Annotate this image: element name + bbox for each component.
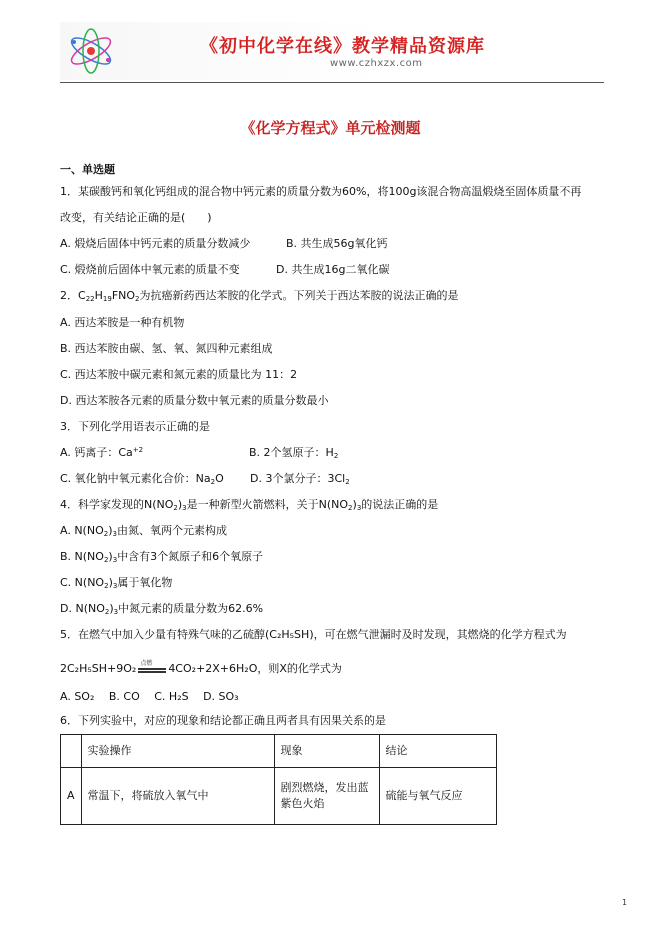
- q2-option-a: A. 西达苯胺是一种有机物: [60, 316, 185, 329]
- q4-d-pre: D. N(NO: [60, 602, 105, 615]
- equals-bar-bottom: [138, 671, 166, 673]
- q4-option-a: [60, 524, 227, 538]
- equals-bar-top: [138, 668, 166, 670]
- document-title: 《化学方程式》单元检测题: [240, 119, 421, 137]
- q4-sub: 3: [112, 530, 117, 538]
- formula-h: H: [94, 289, 103, 302]
- q4-sub: 2: [173, 504, 178, 512]
- q6-stem: 6．下列实验中，对应的现象和结论都正确且两者具有因果关系的是: [60, 714, 386, 727]
- q4-a-pre: A. N(NO: [60, 524, 104, 537]
- q4-sub: 3: [182, 504, 187, 512]
- atom-logo-icon: [64, 24, 118, 78]
- reaction-arrow-icon: [136, 660, 168, 674]
- table-cell-phenomenon: [274, 768, 379, 825]
- formula-o-sub: 2: [135, 295, 140, 303]
- q3-a-text: A. 钙离子：Ca: [60, 446, 133, 459]
- page-number: 1: [622, 898, 628, 907]
- reaction-condition: 点燃: [140, 660, 153, 667]
- header-url[interactable]: www.czhxzx.com: [330, 58, 423, 69]
- q4-paren: ): [177, 498, 183, 511]
- table-cell-label: A: [61, 768, 82, 825]
- formula-rest: FNO: [111, 289, 136, 302]
- phenomenon-line2: 紫色火焰: [280, 797, 325, 810]
- q4-sub: 3: [112, 582, 118, 590]
- q3-b-sub: 2: [333, 452, 339, 460]
- q1-stem-line2: 改变，有关结论正确的是( ): [60, 211, 212, 224]
- q1-option-c: C. 煅烧前后固体中氧元素的质量不变: [60, 263, 240, 276]
- q2-stem: [60, 289, 459, 303]
- q4-stem-c: 是一种新型火箭燃料，关于N(NO: [186, 498, 349, 511]
- q3-d-text: D. 3个氯分子：3Cl: [250, 472, 346, 485]
- q4-d-post: 中氮元素的质量分数为62.6%: [118, 602, 264, 615]
- q4-paren: ): [108, 524, 113, 537]
- table-row: [61, 768, 497, 825]
- q2-number: 2．: [60, 289, 78, 302]
- table-header-cell: 现象: [274, 735, 379, 768]
- q4-sub: 3: [356, 504, 362, 512]
- q4-sub: 2: [348, 504, 353, 512]
- q5-eq-right: 4CO₂+2X+6H₂O，则X的化学式为: [168, 662, 342, 675]
- q4-b-pre: B. N(NO: [60, 550, 104, 563]
- q4-a-post: 由氮、氧两个元素构成: [116, 524, 227, 537]
- q1-option-d: D. 共生成16g二氧化碳: [276, 263, 390, 276]
- q4-option-d: [60, 602, 263, 616]
- table-header-cell: 实验操作: [81, 735, 274, 768]
- q4-sub: 2: [103, 556, 109, 564]
- q1-option-b: B. 共生成56g氧化钙: [286, 237, 388, 250]
- q2-option-d: D. 西达苯胺各元素的质量分数中氧元素的质量分数最小: [60, 394, 329, 407]
- formula-h-sub: 19: [102, 295, 112, 303]
- q4-stem-a: 4．科学家发现的N(NO: [60, 498, 174, 511]
- q3-option-c: [60, 472, 224, 486]
- q3-a-sup: +2: [132, 446, 144, 454]
- q4-sub: 3: [113, 608, 119, 616]
- q1-option-a: A. 煅烧后固体中钙元素的质量分数减少: [60, 237, 251, 250]
- q3-c-text: C. 氧化钠中氧元素化合价：Na: [60, 472, 211, 485]
- phenomenon-line1: 剧烈燃烧，发出蓝: [280, 781, 369, 794]
- formula-c-sub: 22: [85, 295, 95, 303]
- q4-stem-e: 的说法正确的是: [361, 498, 439, 511]
- q4-sub: 2: [104, 582, 109, 590]
- q5-equation: [60, 660, 342, 676]
- q4-sub: 2: [103, 530, 109, 538]
- q2-option-c: C. 西达苯胺中碳元素和氮元素的质量比为 11：2: [60, 368, 298, 381]
- header-divider: [60, 82, 604, 83]
- q4-stem: [60, 498, 438, 512]
- q5-eq-left: 2C₂H₅SH+9O₂: [60, 662, 137, 675]
- q4-paren: ): [109, 602, 114, 615]
- q3-option-b: [249, 446, 338, 460]
- table-header-cell: 结论: [379, 735, 496, 768]
- q3-c-sub: 2: [210, 478, 216, 486]
- q1-stem-line1: 1．某碳酸钙和氧化钙组成的混合物中钙元素的质量分数为60%，将100g该混合物高温煅烧至固体质量不再: [60, 185, 582, 198]
- table-cell-operation: 常温下，将硫放入氧气中: [81, 768, 274, 825]
- q3-b-text: B. 2个氢原子：H: [249, 446, 334, 459]
- q4-paren: ): [352, 498, 357, 511]
- table-cell-conclusion: 硫能与氧气反应: [379, 768, 496, 825]
- q4-sub: 2: [104, 608, 110, 616]
- q3-option-a: [60, 446, 143, 460]
- header-title: 《初中化学在线》教学精品资源库: [200, 36, 485, 57]
- table-header-cell: [61, 735, 82, 768]
- q2-option-b: B. 西达苯胺由碳、氢、氧、氮四种元素组成: [60, 342, 273, 355]
- q5-stem: 5．在燃气中加入少量有特殊气味的乙硫醇(C₂H₅SH)，可在燃气泄漏时及时发现，其燃烧的化学方程式为: [60, 628, 567, 641]
- q4-option-c: [60, 576, 172, 590]
- experiment-table: [60, 734, 497, 825]
- header-banner: [60, 22, 604, 80]
- q3-c-text2: O: [215, 472, 224, 485]
- q4-c-post: 属于氧化物: [117, 576, 173, 589]
- q2-stem-text: 为抗癌新药西达苯胺的化学式。下列关于西达苯胺的说法正确的是: [139, 289, 459, 302]
- q3-option-d: [250, 472, 350, 486]
- section-heading: 一、单选题: [60, 163, 115, 176]
- q4-c-pre: C. N(NO: [60, 576, 105, 589]
- table-header-row: [61, 735, 497, 768]
- q4-paren: ): [108, 576, 113, 589]
- q4-option-b: [60, 550, 263, 564]
- q4-sub: 3: [112, 556, 118, 564]
- q4-b-post: 中含有3个氮原子和6个氧原子: [117, 550, 264, 563]
- formula-c: C: [78, 289, 86, 302]
- q3-d-sub: 2: [345, 478, 350, 486]
- q5-options: A. SO₂ B. CO C. H₂S D. SO₃: [60, 690, 239, 703]
- q3-stem: 3．下列化学用语表示正确的是: [60, 420, 210, 433]
- q4-paren: ): [108, 550, 113, 563]
